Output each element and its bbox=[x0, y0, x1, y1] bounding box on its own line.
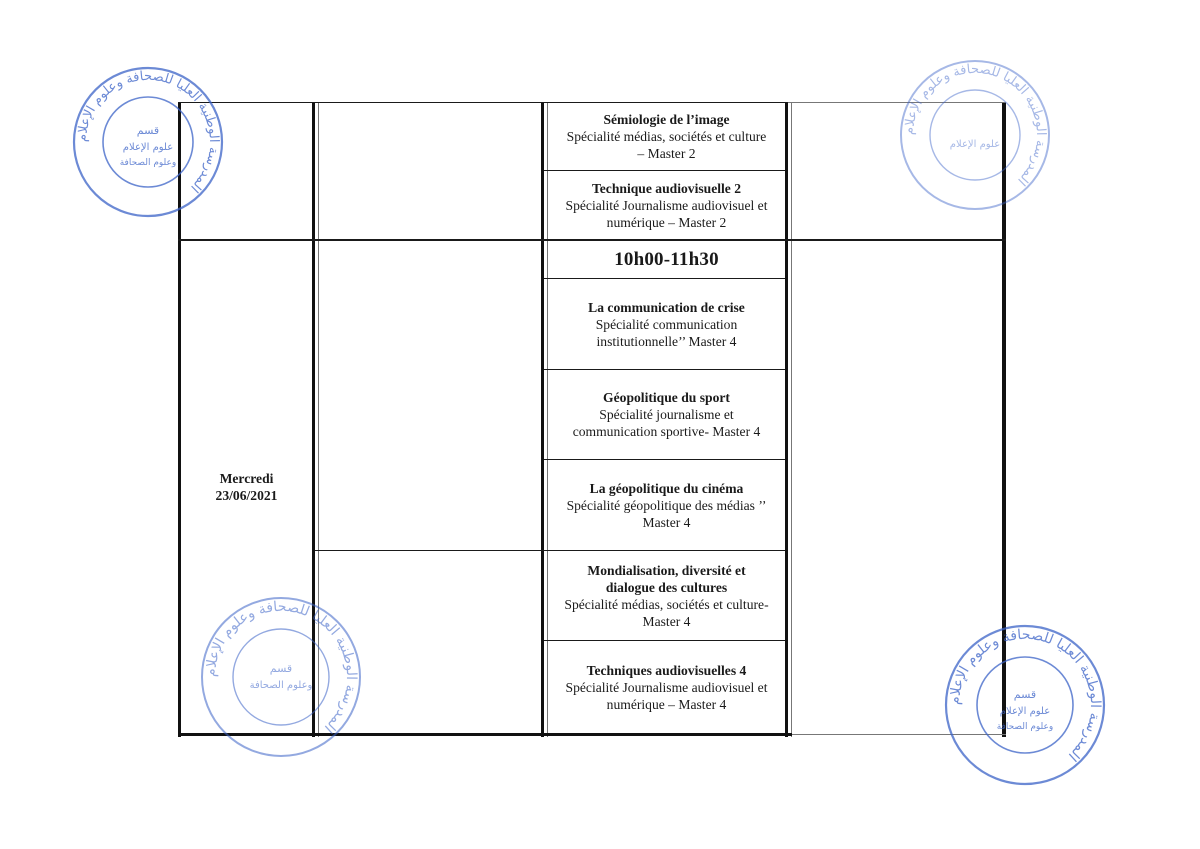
column-divider-3 bbox=[785, 103, 788, 737]
svg-text:قسم: قسم bbox=[269, 662, 293, 675]
course-specialty: Spécialité Journalisme audiovisuel et bbox=[565, 679, 768, 695]
official-stamp-top-left bbox=[68, 62, 228, 222]
course-specialty: Spécialité journalisme et bbox=[599, 407, 734, 422]
course-specialty: Spécialité Journalisme audiovisuel et bbox=[565, 197, 768, 213]
course-title: Technique audiovisuelle 2 bbox=[591, 180, 742, 196]
svg-text:وعلوم الصحافة: وعلوم الصحافة bbox=[996, 722, 1054, 732]
course-title: Géopolitique du sport bbox=[603, 390, 730, 405]
course-level: communication sportive- Master 4 bbox=[572, 424, 761, 439]
course-title: Techniques audiovisuelles 4 bbox=[586, 662, 747, 678]
column-divider-3b bbox=[791, 103, 792, 737]
course-specialty: Spécialité communication bbox=[595, 316, 738, 332]
svg-text:وعلوم الصحافة: وعلوم الصحافة bbox=[249, 680, 313, 691]
course-cell bbox=[548, 641, 785, 733]
official-stamp-bottom-left bbox=[196, 592, 366, 762]
course-title: dialogue des cultures bbox=[605, 579, 728, 595]
course-specialty: Spécialité géopolitique des médias ’’ bbox=[566, 497, 767, 513]
course-level: Master 4 bbox=[642, 613, 691, 629]
course-specialty: Spécialité médias, sociétés et culture bbox=[566, 129, 767, 144]
course-title: La communication de crise bbox=[588, 299, 745, 315]
course-cell bbox=[548, 460, 785, 550]
course-level: institutionnelle’’ Master 4 bbox=[596, 333, 737, 349]
time-slot: 10h00-11h30 bbox=[614, 249, 719, 270]
course-level: numérique – Master 2 bbox=[606, 214, 727, 230]
course-cell bbox=[548, 103, 785, 170]
svg-text:المدرسة الوطنية العليا للصحافة: المدرسة الوطنية العليا للصحافة وعلوم الإعلام bbox=[202, 598, 360, 737]
day-name: Mercredi bbox=[219, 471, 274, 486]
svg-text:علوم الإعلام: علوم الإعلام bbox=[122, 142, 174, 153]
column-divider-2 bbox=[541, 103, 544, 737]
course-level: – Master 2 bbox=[637, 146, 696, 161]
course-specialty: Spécialité médias, sociétés et culture- bbox=[564, 596, 769, 612]
svg-text:المدرسة الوطنية العليا للصحافة: المدرسة الوطنية العليا للصحافة وعلوم الإعلام bbox=[901, 61, 1049, 189]
svg-text:علوم الإعلام: علوم الإعلام bbox=[999, 706, 1051, 717]
svg-text:المدرسة الوطنية العليا للصحافة: المدرسة الوطنية العليا للصحافة وعلوم الإعلام bbox=[946, 626, 1104, 765]
day-date: 23/06/2021 bbox=[215, 488, 278, 503]
course-cell bbox=[548, 171, 785, 239]
course-title: La géopolitique du cinéma bbox=[589, 480, 744, 496]
svg-text:علوم الإعلام: علوم الإعلام bbox=[949, 139, 1001, 150]
course-cell bbox=[548, 551, 785, 640]
svg-text:قسم: قسم bbox=[1013, 688, 1037, 701]
svg-text:المدرسة الوطنية العليا للصحافة: المدرسة الوطنية العليا للصحافة وعلوم الإعلام bbox=[74, 68, 222, 196]
course-cell bbox=[548, 370, 785, 459]
course-title: Sémiologie de l’image bbox=[603, 112, 730, 127]
course-title: Mondialisation, diversité et bbox=[587, 562, 746, 578]
svg-text:وعلوم الصحافة: وعلوم الصحافة bbox=[119, 158, 177, 168]
official-stamp-bottom-right bbox=[940, 620, 1110, 790]
official-stamp-top-right bbox=[895, 55, 1055, 215]
course-cell bbox=[548, 279, 785, 369]
course-level: Master 4 bbox=[642, 514, 691, 530]
course-level: numérique – Master 4 bbox=[606, 696, 727, 712]
svg-text:قسم: قسم bbox=[136, 124, 160, 137]
time-slot-cell bbox=[548, 241, 785, 278]
